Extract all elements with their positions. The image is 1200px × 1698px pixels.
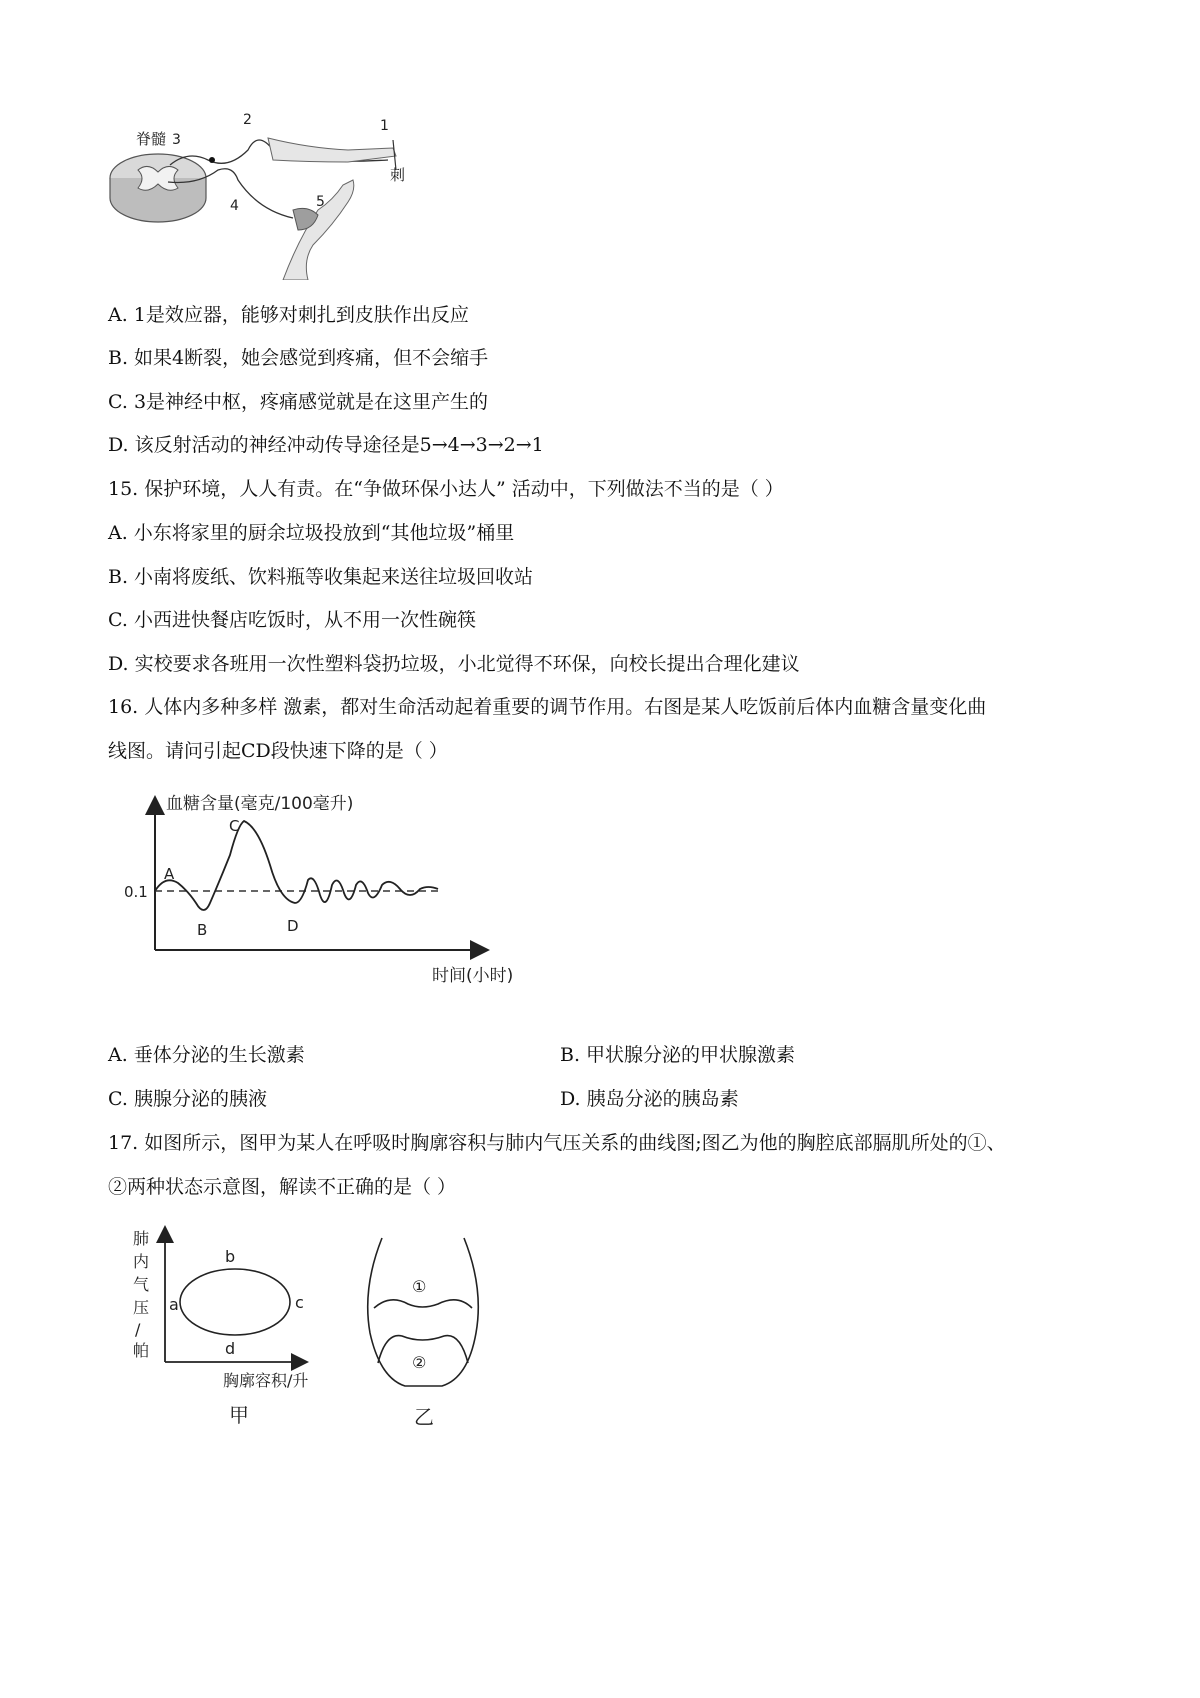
q16-stem-line2: 线图。请问引起CD段快速下降的是（ ） xyxy=(108,740,448,762)
q14-option-b: B. 如果4断裂，她会感觉到疼痛，但不会缩手 xyxy=(108,347,489,369)
point-label-d: D xyxy=(287,917,299,935)
label-1: 1 xyxy=(380,118,389,134)
q14-option-c: C. 3是神经中枢，疼痛感觉就是在这里产生的 xyxy=(108,391,489,413)
blood-sugar-chart xyxy=(120,785,540,1000)
q16-stem-line1: 16. 人体内多种多样 激素，都对生命活动起着重要的调节作用。右图是某人吃饭前后体内血糖含量变化曲 xyxy=(108,696,987,718)
jia-point-d: d xyxy=(225,1339,236,1358)
label-4: 4 xyxy=(230,198,239,214)
point-label-b: B xyxy=(197,921,208,939)
yi-diaphragm-1 xyxy=(374,1300,472,1308)
q16-option-d: D. 胰岛分泌的胰岛素 xyxy=(560,1088,739,1110)
jia-ylabel-0: 肺 xyxy=(133,1229,150,1248)
yi-state-1: ① xyxy=(412,1277,427,1296)
q14-option-d: D. 该反射活动的神经冲动传导途径是5→4→3→2→1 xyxy=(108,434,544,456)
jia-ellipse xyxy=(180,1269,290,1335)
jia-ylabel-3: 压 xyxy=(133,1298,150,1317)
spinal-cord-label: 脊髓 xyxy=(136,130,167,148)
jia-point-c: c xyxy=(295,1293,304,1312)
q16-option-b: B. 甲状腺分泌的甲状腺激素 xyxy=(560,1044,796,1066)
q15-option-d: D. 实校要求各班用一次性塑料袋扔垃圾，小北觉得不环保，向校长提出合理化建议 xyxy=(108,653,800,675)
reference-value-label: 0.1 xyxy=(124,883,148,901)
q16-option-a: A. 垂体分泌的生长激素 xyxy=(108,1044,305,1066)
blood-sugar-curve xyxy=(155,821,438,910)
q15-option-c: C. 小西进快餐店吃饭时，从不用一次性碗筷 xyxy=(108,609,476,631)
x-axis-label: 时间(小时) xyxy=(432,966,514,986)
point-label-a: A xyxy=(164,865,175,883)
jia-point-a: a xyxy=(169,1295,179,1314)
q17-stem-line2: ②两种状态示意图，解读不正确的是（ ） xyxy=(108,1176,457,1198)
jia-ylabel-2: 气 xyxy=(133,1275,150,1294)
yi-caption: 乙 xyxy=(414,1405,434,1428)
y-axis-label: 血糖含量(毫克/100毫升) xyxy=(166,794,354,814)
q16-option-c: C. 胰腺分泌的胰液 xyxy=(108,1088,267,1110)
jia-point-b: b xyxy=(225,1247,236,1266)
label-2: 2 xyxy=(243,112,252,128)
stimulus-label: 刺 xyxy=(390,166,406,184)
jia-x-label: 胸廓容积/升 xyxy=(223,1371,309,1390)
point-label-c: C xyxy=(229,817,240,835)
q17-stem-line1: 17. 如图所示，图甲为某人在呼吸时胸廓容积与肺内气压关系的曲线图;图乙为他的胸腔底部膈肌所处的①、 xyxy=(108,1132,1006,1154)
label-3: 3 xyxy=(172,132,181,148)
jia-ylabel-4: / xyxy=(135,1320,141,1339)
jia-caption: 甲 xyxy=(229,1403,249,1427)
q15-option-a: A. 小东将家里的厨余垃圾投放到“其他垃圾”桶里 xyxy=(108,522,515,544)
reflex-arc-figure xyxy=(108,110,428,280)
figure-jia xyxy=(125,1222,355,1432)
label-5: 5 xyxy=(316,194,325,210)
q14-option-a: A. 1是效应器，能够对刺扎到皮肤作出反应 xyxy=(108,304,469,326)
jia-ylabel-1: 内 xyxy=(133,1252,150,1271)
yi-state-2: ② xyxy=(412,1353,427,1372)
jia-ylabel-5: 帕 xyxy=(133,1341,150,1360)
figure-yi xyxy=(360,1228,490,1428)
q15-option-b: B. 小南将废纸、饮料瓶等收集起来送往垃圾回收站 xyxy=(108,566,534,588)
q15-stem: 15. 保护环境，人人有责。在“争做环保小达人” 活动中，下列做法不当的是（ ） xyxy=(108,478,784,500)
